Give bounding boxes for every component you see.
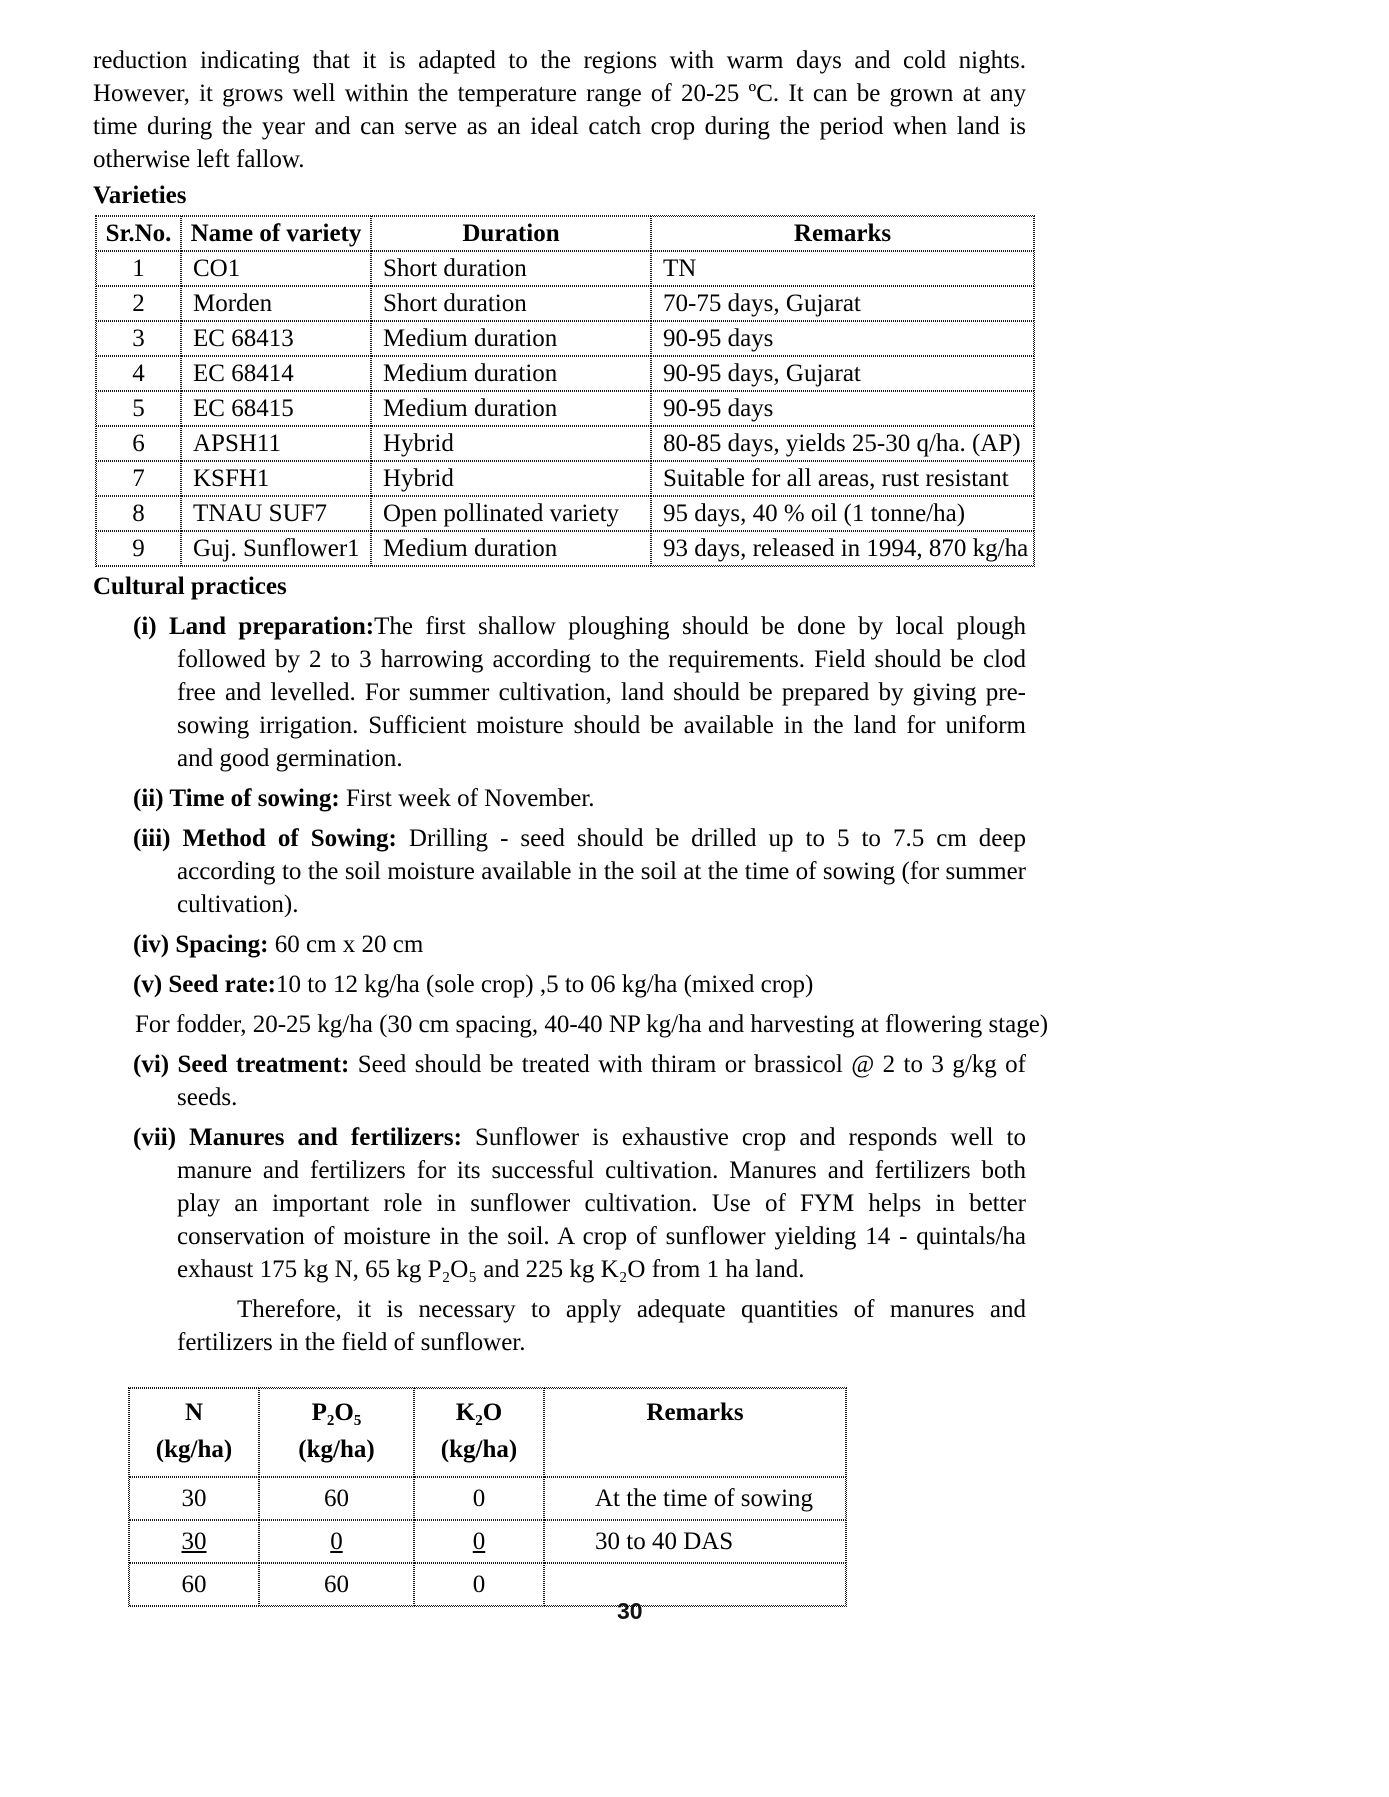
header-line: K₂O (455, 1399, 503, 1426)
header-line: Remarks (646, 1399, 744, 1426)
cell-remarks: 80-85 days, yields 25-30 q/ha. (AP) (651, 426, 1034, 461)
varieties-table (95, 215, 1035, 567)
fertilizer-col-header-k2o (414, 1388, 544, 1477)
cell-srno: 9 (96, 531, 181, 566)
fertilizer-col-header-remarks (544, 1388, 846, 1477)
cultural-item-manures-fertilizers (93, 1121, 1026, 1286)
cell-duration: Medium duration (371, 531, 651, 566)
varieties-col-header-duration: Duration (371, 216, 651, 251)
cell-p2o5: 60 (259, 1563, 414, 1606)
item-label: (vi) Seed treatment: (133, 1051, 350, 1078)
table-row (96, 496, 1034, 531)
cell-srno: 5 (96, 391, 181, 426)
cell-remarks (544, 1563, 846, 1606)
table-row (96, 356, 1034, 391)
item-label: (iv) Spacing: (133, 931, 269, 958)
cell-duration: Hybrid (371, 461, 651, 496)
cultural-practices-heading: Cultural practices (93, 573, 287, 600)
item-text: Seed should be treated with thiram or brassicol @ 2 to 3 g/kg of seeds. (177, 1051, 1026, 1111)
cell-n: 30 (129, 1520, 259, 1563)
item-label: (iii) Method of Sowing: (133, 825, 397, 852)
cell-n: 60 (129, 1563, 259, 1606)
cell-remarks: 93 days, released in 1994, 870 kg/ha (651, 531, 1034, 566)
cell-remarks: 90-95 days, Gujarat (651, 356, 1034, 391)
item-text: 60 cm x 20 cm (268, 931, 424, 958)
table-row (129, 1520, 846, 1563)
item-text: Sunflower is exhaustive crop and responds well to manure and fertilizers for its successful cultivation. Manures and fertilizers both play an important role in sunflower cultivation. Use of FYM helps in better conservation of moisture in the soil. A crop of sunflower yielding 14 - quintals/ha exhaust 175 kg N, 65 kg P₂O₅ and 225 kg K₂O from 1 ha land. (177, 1124, 1026, 1283)
cell-remarks: 95 days, 40 % oil (1 tonne/ha) (651, 496, 1034, 531)
fertilizer-col-header-p2o5 (259, 1388, 414, 1477)
header-line: (kg/ha) (155, 1436, 233, 1463)
cultural-item-seed-rate (93, 968, 1026, 1001)
cell-duration: Medium duration (371, 391, 651, 426)
cultural-item-land-preparation (93, 610, 1026, 775)
table-row (96, 531, 1034, 566)
item-label: (v) Seed rate: (133, 971, 276, 998)
cell-remarks: 90-95 days (651, 321, 1034, 356)
cell-variety: APSH11 (181, 426, 371, 461)
cell-duration: Short duration (371, 251, 651, 286)
cell-srno: 6 (96, 426, 181, 461)
cell-variety: Morden (181, 286, 371, 321)
item-text: The first shallow ploughing should be done by local plough followed by 2 to 3 harrowing according to the requirements. Field should be clod free and levelled. For summer cultivation, land should be prepared by giving pre-sowing irrigation. Sufficient moisture should be available in the land for uniform and good germination. (177, 613, 1026, 772)
item-label: (vii) Manures and fertilizers: (133, 1124, 462, 1151)
cell-srno: 2 (96, 286, 181, 321)
cell-remarks: 30 to 40 DAS (544, 1520, 846, 1563)
varieties-col-header-name: Name of variety (181, 216, 371, 251)
table-row (96, 461, 1034, 496)
table-row (96, 251, 1034, 286)
intro-paragraph: reduction indicating that it is adapted to the regions with warm days and cold nights. However, it grows well within the temperature range of 20-25 ºC. It can be grown at any time during the year and can serve as an ideal catch crop during the period when land is otherwise left fallow. (93, 47, 1026, 173)
fertilizer-table (128, 1387, 847, 1607)
cell-srno: 8 (96, 496, 181, 531)
header-line: (kg/ha) (298, 1436, 375, 1463)
fertilizer-col-header-n (129, 1388, 259, 1477)
cell-p2o5: 0 (259, 1520, 414, 1563)
cell-duration: Medium duration (371, 321, 651, 356)
table-row (129, 1477, 846, 1520)
fertilizer-header-row (129, 1388, 846, 1477)
cell-k2o: 0 (414, 1477, 544, 1520)
table-row (96, 286, 1034, 321)
varieties-col-header-remarks: Remarks (651, 216, 1034, 251)
header-line: N (184, 1399, 204, 1426)
cell-remarks: 70-75 days, Gujarat (651, 286, 1034, 321)
item-text: 10 to 12 kg/ha (sole crop) ,5 to 06 kg/ha (mixed crop) (276, 971, 814, 998)
table-row (96, 321, 1034, 356)
cell-srno: 1 (96, 251, 181, 286)
table-row (96, 391, 1034, 426)
page-number: 30 (617, 1598, 643, 1624)
cell-variety: TNAU SUF7 (181, 496, 371, 531)
cell-duration: Medium duration (371, 356, 651, 391)
cell-remarks: 90-95 days (651, 391, 1034, 426)
cell-duration: Short duration (371, 286, 651, 321)
cell-remarks: TN (651, 251, 1034, 286)
cell-variety: EC 68413 (181, 321, 371, 356)
cell-remarks: Suitable for all areas, rust resistant (651, 461, 1034, 496)
varieties-header-row (96, 216, 1034, 251)
cell-p2o5: 60 (259, 1477, 414, 1520)
cultural-item-seed-treatment (93, 1048, 1026, 1114)
cell-srno: 3 (96, 321, 181, 356)
header-line: (kg/ha) (440, 1436, 518, 1463)
cell-variety: CO1 (181, 251, 371, 286)
cell-srno: 4 (96, 356, 181, 391)
table-row (129, 1563, 846, 1606)
cell-k2o: 0 (414, 1563, 544, 1606)
varieties-col-header-srno: Sr.No. (96, 216, 181, 251)
cell-k2o: 0 (414, 1520, 544, 1563)
cell-variety: KSFH1 (181, 461, 371, 496)
cell-variety: Guj. Sunflower1 (181, 531, 371, 566)
cell-n: 30 (129, 1477, 259, 1520)
cultural-item-time-of-sowing (93, 782, 1026, 815)
fodder-note: For fodder, 20-25 kg/ha (30 cm spacing, 40-40 NP kg/ha and harvesting at flowering stage) (135, 1011, 1049, 1038)
cell-srno: 7 (96, 461, 181, 496)
item-text: Drilling - seed should be drilled up to 5 to 7.5 cm deep according to the soil moisture available in the soil at the time of sowing (for summer cultivation). (177, 825, 1026, 918)
varieties-heading: Varieties (93, 182, 187, 209)
cell-duration: Open pollinated variety (371, 496, 651, 531)
cell-variety: EC 68415 (181, 391, 371, 426)
cell-variety: EC 68414 (181, 356, 371, 391)
cultural-item-spacing (93, 928, 1026, 961)
cultural-item-method-of-sowing (93, 822, 1026, 921)
closing-paragraph: Therefore, it is necessary to apply adequate quantities of manures and fertilizers in the field of sunflower. (177, 1296, 1026, 1356)
item-label: (i) Land preparation: (133, 613, 375, 640)
cell-remarks: At the time of sowing (544, 1477, 846, 1520)
cell-duration: Hybrid (371, 426, 651, 461)
item-label: (ii) Time of sowing: (133, 785, 340, 812)
table-row (96, 426, 1034, 461)
header-line: P₂O₅ (311, 1399, 362, 1426)
item-text: First week of November. (339, 785, 595, 812)
document-page (93, 44, 1049, 1607)
